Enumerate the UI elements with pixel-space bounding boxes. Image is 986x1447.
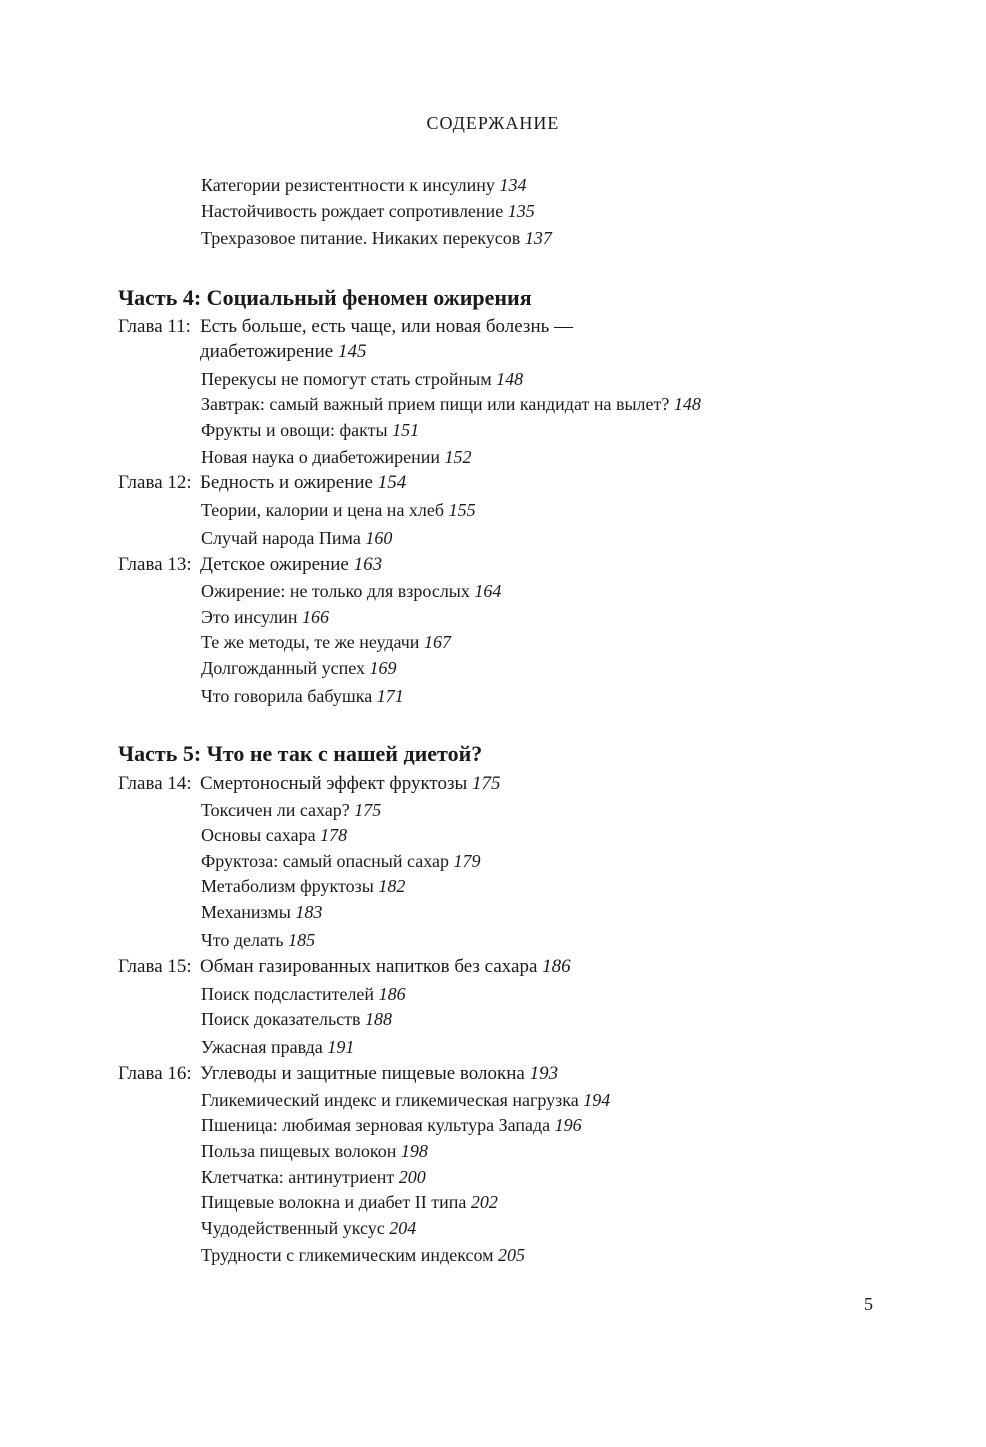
section-title: Механизмы (201, 902, 291, 922)
section-title: Метаболизм фруктозы (201, 876, 374, 896)
page-ref: 155 (448, 500, 476, 520)
toc-section[interactable] (201, 527, 392, 549)
section-title: Поиск доказательств (201, 1009, 361, 1029)
toc-section[interactable] (201, 1114, 582, 1136)
section-title: Основы сахара (201, 825, 316, 845)
page-ref: 182 (378, 876, 406, 896)
page-ref: 200 (398, 1167, 426, 1187)
toc-section[interactable] (201, 1036, 354, 1058)
toc-section[interactable] (201, 824, 347, 846)
chapter-label: Глава 13: (118, 554, 192, 575)
part-heading[interactable]: Часть 4: Социальный феномен ожирения (118, 285, 532, 310)
page-ref: 188 (365, 1009, 393, 1029)
section-title: Что делать (201, 930, 284, 950)
chapter-label: Глава 11: (118, 316, 191, 337)
page-ref: 148 (673, 394, 701, 414)
section-title: Те же методы, те же неудачи (201, 632, 420, 652)
page-ref: 154 (377, 472, 407, 493)
toc-section[interactable] (201, 368, 523, 390)
chapter-entry[interactable] (118, 316, 573, 338)
toc-section[interactable] (201, 983, 406, 1005)
chapter-label: Глава 12: (118, 472, 192, 493)
chapter-entry[interactable] (118, 1063, 558, 1085)
toc-section[interactable] (201, 631, 451, 653)
page-number: 5 (864, 1294, 873, 1314)
section-title: Пищевые волокна и диабет II типа (201, 1192, 467, 1212)
toc-section[interactable] (201, 799, 381, 821)
page-ref: 191 (327, 1037, 355, 1057)
toc-section[interactable] (201, 200, 535, 222)
page-ref: 148 (496, 369, 524, 389)
section-title: Токсичен ли сахар? (201, 800, 350, 820)
page-ref: 186 (542, 956, 571, 977)
page-ref: 152 (444, 447, 472, 467)
chapter-label: Глава 15: (118, 956, 192, 977)
section-title: Польза пищевых волокон (201, 1141, 397, 1161)
section-title: Новая наука о диабетожирении (201, 447, 441, 467)
section-title: Ужасная правда (201, 1037, 323, 1057)
section-title: Теории, калории и цена на хлеб (201, 500, 445, 520)
section-title: Это инсулин (201, 607, 298, 627)
page-ref: 135 (507, 201, 535, 221)
toc-section[interactable] (201, 901, 322, 923)
chapter-title: Бедность и ожирение (200, 472, 373, 493)
toc-section[interactable] (201, 499, 476, 521)
page-ref: 204 (389, 1218, 417, 1238)
toc-section[interactable] (201, 1140, 428, 1162)
chapter-entry[interactable] (118, 773, 501, 795)
toc-section[interactable] (201, 1089, 610, 1111)
toc-section[interactable] (201, 875, 405, 897)
page-ref: 183 (295, 902, 323, 922)
section-title: Категории резистентности к инсулину (201, 175, 495, 195)
chapter-title: диабетожирение (200, 341, 334, 362)
toc-section[interactable] (201, 850, 480, 872)
section-title: Случай народа Пима (201, 528, 361, 548)
page-ref: 167 (423, 632, 451, 652)
toc-section[interactable] (201, 393, 701, 415)
page-ref: 137 (524, 228, 552, 248)
page-ref: 196 (554, 1115, 582, 1135)
chapter-title: Детское ожирение (200, 554, 349, 575)
page-ref: 198 (400, 1141, 428, 1161)
page-ref: 134 (499, 175, 527, 195)
toc-section[interactable] (201, 1217, 416, 1239)
chapter-title: Обман газированных напитков без сахара (200, 956, 538, 977)
page-ref: 178 (320, 825, 348, 845)
toc-section[interactable] (201, 1244, 525, 1266)
toc-section[interactable] (201, 419, 419, 441)
section-title: Ожирение: не только для взрослых (201, 581, 470, 601)
chapter-entry[interactable] (118, 472, 406, 494)
section-title: Трудности с гликемическим индексом (201, 1245, 494, 1265)
page-ref: 171 (376, 686, 404, 706)
part-heading[interactable]: Часть 5: Что не так с нашей диетой? (118, 741, 483, 766)
page-ref: 179 (453, 851, 481, 871)
chapter-entry[interactable] (118, 554, 382, 576)
page-ref: 194 (583, 1090, 611, 1110)
page-ref: 175 (472, 773, 501, 794)
section-title: Перекусы не помогут стать стройным (201, 369, 492, 389)
toc-section[interactable] (201, 580, 501, 602)
section-title: Что говорила бабушка (201, 686, 373, 706)
chapter-title: Углеводы и защитные пищевые волокна (200, 1063, 525, 1084)
section-title: Фрукты и овощи: факты (201, 420, 388, 440)
page-ref: 186 (378, 984, 406, 1004)
section-title: Чудодейственный уксус (201, 1218, 385, 1238)
page-ref: 202 (470, 1192, 498, 1212)
page-ref: 169 (369, 658, 397, 678)
page-ref: 163 (353, 554, 383, 575)
running-head: СОДЕРЖАНИЕ (426, 113, 560, 133)
section-title: Трехразовое питание. Никаких перекусов (201, 228, 521, 248)
toc-section[interactable] (201, 1008, 392, 1030)
section-title: Настойчивость рождает сопротивление (201, 201, 504, 221)
toc-section[interactable] (201, 1166, 426, 1188)
toc-section[interactable] (201, 685, 404, 707)
page-ref: 193 (529, 1063, 559, 1084)
page-ref: 160 (365, 528, 393, 548)
page-ref: 151 (392, 420, 420, 440)
page-ref: 205 (498, 1245, 526, 1265)
section-title: Пшеница: любимая зерновая культура Запада (201, 1115, 551, 1135)
section-title: Завтрак: самый важный прием пищи или кандидат на вылет? (201, 394, 670, 414)
page-ref: 175 (354, 800, 382, 820)
toc-section[interactable] (201, 606, 329, 628)
page-ref: 164 (474, 581, 502, 601)
chapter-title: Смертоносный эффект фруктозы (200, 773, 468, 794)
section-title: Клетчатка: антинутриент (201, 1167, 395, 1187)
chapter-title: Есть больше, есть чаще, или новая болезнь — (200, 316, 574, 337)
section-title: Поиск подсластителей (201, 984, 375, 1004)
toc-section[interactable] (201, 657, 396, 679)
toc-section[interactable] (201, 1191, 498, 1213)
chapter-label: Глава 14: (118, 773, 192, 794)
toc-section[interactable] (201, 446, 472, 468)
toc-section[interactable] (201, 227, 552, 249)
section-title: Гликемический индекс и гликемическая нагрузка (201, 1090, 579, 1110)
chapter-entry-continued[interactable] (200, 341, 366, 363)
chapter-entry[interactable] (118, 956, 571, 978)
chapter-label: Глава 16: (118, 1063, 192, 1084)
toc-section[interactable] (201, 174, 526, 196)
page-ref: 166 (302, 607, 329, 627)
page-ref: 145 (337, 341, 367, 362)
section-title: Долгожданный успех (201, 658, 365, 678)
page-ref: 185 (288, 930, 316, 950)
section-title: Фруктоза: самый опасный сахар (201, 851, 449, 871)
toc-section[interactable] (201, 929, 315, 951)
